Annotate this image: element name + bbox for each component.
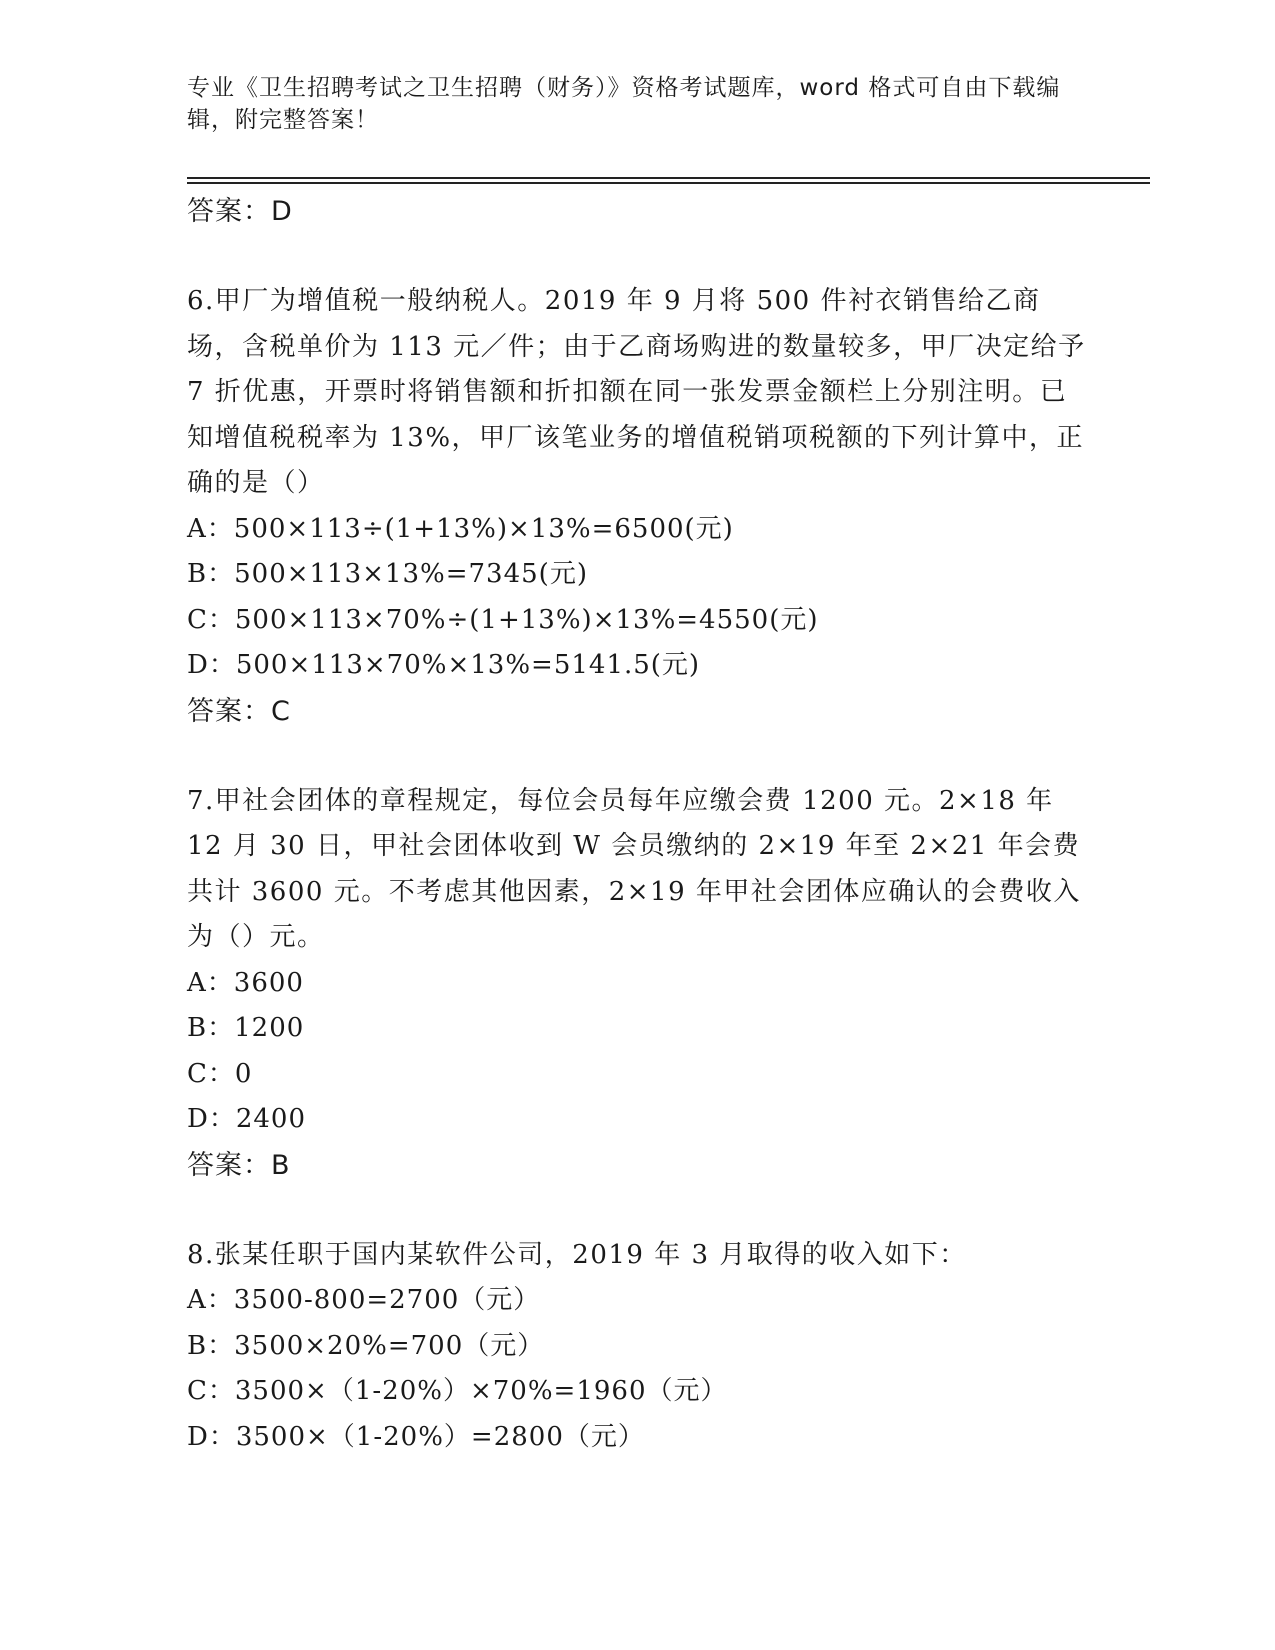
option-a: A：500×113÷(1+13%)×13%=6500(元)	[187, 513, 734, 544]
question-stem: 6.甲厂为增值税一般纳税人。2019 年 9 月将 500 件衬衣销售给乙商场，含税单价为 113 元／件；由于乙商场购进的数量较多，甲厂决定给予 7 折优惠，开票时将销售额和折扣额在同一张发票金额栏上分别注明。已知增值税税率为 13%，甲厂该笔业务的增值税销项税额的下列计算中，正确的是（）	[187, 286, 1086, 498]
question-stem: 7.甲社会团体的章程规定，每位会员每年应缴会费 1200 元。2×18 年12 月 30 日，甲社会团体收到 W 会员缴纳的 2×19 年至 2×21 年会费共计 3600 元。不考虑其他因素，2×19 年甲社会团体应确认的会费收入为（）元。	[187, 785, 1081, 952]
option-b: B：3500×20%=700（元）	[187, 1330, 545, 1361]
document-header: 专业《卫生招聘考试之卫生招聘（财务）》资格考试题库，word 格式可自由下载编辑，附完整答案！	[187, 75, 1061, 133]
option-a: A：3600	[187, 967, 304, 998]
option-d: D：3500×（1-20%）=2800（元）	[187, 1421, 645, 1452]
header-rule-bottom	[187, 182, 1150, 184]
answer-line: 答案：B	[187, 1149, 291, 1181]
question-8	[187, 1233, 1087, 1461]
option-c: C：0	[187, 1058, 253, 1089]
option-b: B：500×113×13%=7345(元)	[187, 559, 588, 589]
option-b: B：1200	[187, 1013, 305, 1043]
question-stem: 8.张某任职于国内某软件公司，2019 年 3 月取得的收入如下：	[187, 1239, 967, 1270]
question-6	[187, 279, 1087, 734]
option-c: C：500×113×70%÷(1+13%)×13%=4550(元)	[187, 604, 819, 635]
option-a: A：3500-800=2700（元）	[187, 1285, 541, 1315]
answer-line: 答案：D	[187, 196, 293, 227]
option-d: D：500×113×70%×13%=5141.5(元)	[187, 650, 701, 680]
option-d: D：2400	[187, 1104, 307, 1134]
document-body	[187, 189, 1087, 1460]
option-c: C：3500×（1-20%）×70%=1960（元）	[187, 1376, 728, 1406]
header-rule-top	[187, 177, 1150, 179]
answer-line: 答案：C	[187, 695, 291, 727]
question-7	[187, 779, 1087, 1188]
